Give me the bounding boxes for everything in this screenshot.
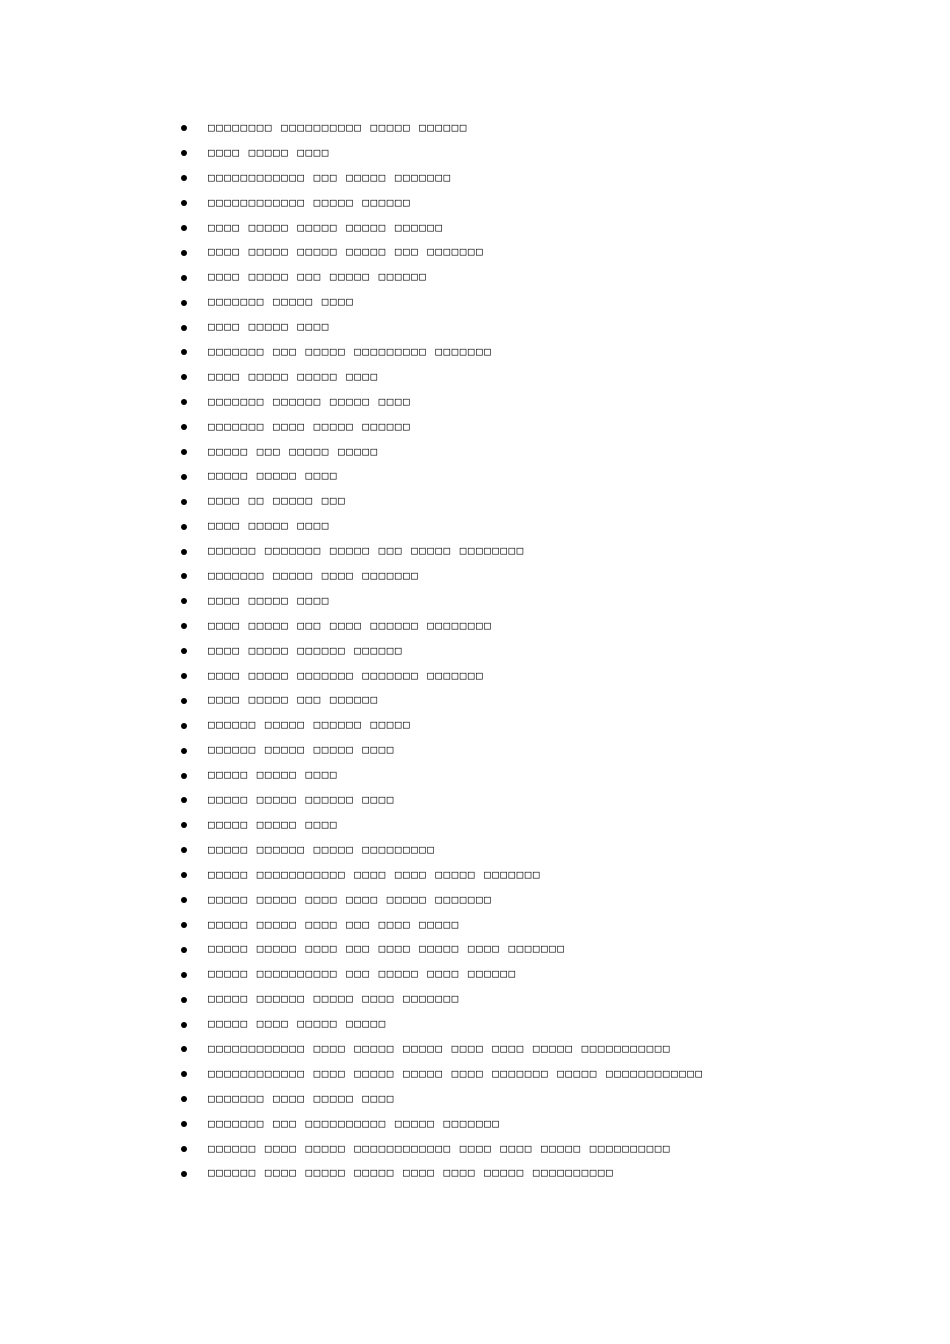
bullet-icon: [181, 573, 187, 579]
list-item: [176, 340, 896, 365]
bullet-icon: [181, 1022, 187, 1028]
list-item-text: □□□□□□ □□□□ □□□□□ □□□□□□□□□□□□ □□□□ □□□□ □□□□□ □□□□□□□□□□: [208, 1141, 671, 1155]
list-item-text: □□□□□□ □□□□□□□ □□□□□ □□□ □□□□□ □□□□□□□□: [208, 544, 525, 558]
bullet-icon: [181, 275, 187, 281]
bullet-icon: [181, 399, 187, 405]
list-item-text: □□□□□□□ □□□ □□□□□□□□□□ □□□□□ □□□□□□□: [208, 1116, 501, 1130]
list-item: [176, 514, 896, 539]
list-item: [176, 365, 896, 390]
bullet-icon: [181, 374, 187, 380]
list-item: [176, 888, 896, 913]
list-item-text: □□□□ □□□□□ □□□□: [208, 320, 330, 334]
bullet-icon: [181, 723, 187, 729]
list-item-text: □□□□□□□ □□□ □□□□□ □□□□□□□□□ □□□□□□□: [208, 345, 493, 359]
list-item: [176, 1137, 896, 1162]
bullet-icon: [181, 623, 187, 629]
bullet-icon: [181, 1171, 187, 1177]
list-item: [176, 141, 896, 166]
list-item-text: □□□□□ □□□□ □□□□□ □□□□□: [208, 1017, 387, 1031]
list-item-text: □□□□□□□ □□□□□ □□□□: [208, 295, 355, 309]
bullet-icon: [181, 424, 187, 430]
bullet-icon: [181, 797, 187, 803]
list-item: [176, 191, 896, 216]
list-item-text: □□□□□□ □□□□□ □□□□□□ □□□□□: [208, 718, 412, 732]
list-item: [176, 987, 896, 1012]
list-item-text: □□□□□□□ □□□□ □□□□□ □□□□□□: [208, 419, 412, 433]
list-item: [176, 614, 896, 639]
list-item-text: □□□□ □□□□□ □□□□□ □□□□□ □□□□□□: [208, 220, 444, 234]
bullet-icon: [181, 773, 187, 779]
bullet-icon: [181, 922, 187, 928]
list-item: [176, 440, 896, 465]
list-item-text: □□□□□ □□□□□ □□□□ □□□□ □□□□□ □□□□□□□: [208, 892, 493, 906]
list-item: [176, 166, 896, 191]
list-item: [176, 216, 896, 241]
bullet-icon: [181, 549, 187, 555]
bullet-icon: [181, 1046, 187, 1052]
list-item-text: □□□□ □□□□□ □□□□: [208, 593, 330, 607]
list-item-text: □□□□□ □□□ □□□□□ □□□□□: [208, 444, 379, 458]
bullet-icon: [181, 972, 187, 978]
list-item-text: □□□□ □□□□□ □□□□□□ □□□□□□: [208, 643, 403, 657]
list-item: [176, 1161, 896, 1186]
list-item: [176, 788, 896, 813]
list-item: [176, 240, 896, 265]
list-item: [176, 1112, 896, 1137]
bullet-icon: [181, 225, 187, 231]
bullet-icon: [181, 175, 187, 181]
list-item-text: □□□□□ □□□□□ □□□□ □□□ □□□□ □□□□□ □□□□ □□□□□□□: [208, 942, 566, 956]
list-item: [176, 1012, 896, 1037]
bullet-icon: [181, 673, 187, 679]
list-item-text: □□□□□ □□□□□ □□□□: [208, 817, 338, 831]
bullet-icon: [181, 847, 187, 853]
list-item: [176, 639, 896, 664]
list-item-text: □□□□ □□□□□ □□□□□ □□□□: [208, 369, 379, 383]
list-item: [176, 763, 896, 788]
bullet-icon: [181, 698, 187, 704]
bullet-icon: [181, 1121, 187, 1127]
bullet-icon: [181, 997, 187, 1003]
list-item: [176, 390, 896, 415]
list-item-text: □□□□ □□□□□ □□□ □□□□ □□□□□□ □□□□□□□□: [208, 618, 493, 632]
list-item: [176, 116, 896, 141]
list-item: [176, 489, 896, 514]
list-item: [176, 1062, 896, 1087]
bullet-icon: [181, 598, 187, 604]
list-item: [176, 813, 896, 838]
list-item-text: □□□□□□□□□□□□ □□□□□ □□□□□□: [208, 195, 412, 209]
list-item-text: □□□□ □□□□□ □□□ □□□□□□: [208, 693, 379, 707]
list-item: [176, 1087, 896, 1112]
bullet-icon: [181, 748, 187, 754]
bullet-icon: [181, 872, 187, 878]
list-item-text: □□□□□□□□□□□□ □□□□ □□□□□ □□□□□ □□□□ □□□□ □□□□□ □□□□□□□□□□□: [208, 1041, 671, 1055]
list-item-text: □□□□□□□□□□□□ □□□□ □□□□□ □□□□□ □□□□ □□□□□□□ □□□□□ □□□□□□□□□□□□: [208, 1066, 704, 1080]
list-item: [176, 863, 896, 888]
list-item-text: □□□□□ □□□□□ □□□□ □□□ □□□□ □□□□□: [208, 917, 460, 931]
list-item: [176, 913, 896, 938]
bullet-icon: [181, 1096, 187, 1102]
bullet-icon: [181, 897, 187, 903]
list-item-text: □□□□ □□ □□□□□ □□□: [208, 494, 347, 508]
list-item-text: □□□□ □□□□□ □□□□□ □□□□□ □□□ □□□□□□□: [208, 245, 485, 259]
bullet-icon: [181, 150, 187, 156]
list-item: [176, 738, 896, 763]
bullet-icon: [181, 499, 187, 505]
list-item-text: □□□□ □□□□□ □□□□: [208, 519, 330, 533]
list-item-text: □□□□ □□□□□ □□□ □□□□□ □□□□□□: [208, 270, 428, 284]
list-item-text: □□□□□ □□□□□ □□□□: [208, 768, 338, 782]
bullet-icon: [181, 200, 187, 206]
list-item-text: □□□□ □□□□□ □□□□□□□ □□□□□□□ □□□□□□□: [208, 668, 485, 682]
bullet-icon: [181, 474, 187, 480]
list-item: [176, 1037, 896, 1062]
list-item-text: □□□□□□ □□□□□ □□□□□ □□□□: [208, 743, 395, 757]
list-item: [176, 290, 896, 315]
list-item: [176, 415, 896, 440]
bullet-icon: [181, 648, 187, 654]
list-item-text: □□□□□□□□□□□□ □□□ □□□□□ □□□□□□□: [208, 170, 452, 184]
bullet-icon: [181, 325, 187, 331]
list-item: [176, 564, 896, 589]
bullet-icon: [181, 524, 187, 530]
bullet-icon: [181, 349, 187, 355]
list-item: [176, 838, 896, 863]
bullet-icon: [181, 1146, 187, 1152]
bullet-icon: [181, 449, 187, 455]
list-item-text: □□□□□ □□□□□□ □□□□□ □□□□□□□□□: [208, 842, 436, 856]
bullet-icon: [181, 250, 187, 256]
list-item: [176, 937, 896, 962]
list-item-text: □□□□ □□□□□ □□□□: [208, 145, 330, 159]
list-item-text: □□□□□□ □□□□ □□□□□ □□□□□ □□□□ □□□□ □□□□□ □□□□□□□□□□: [208, 1166, 615, 1180]
list-item-text: □□□□□ □□□□□□□□□□ □□□ □□□□□ □□□□ □□□□□□: [208, 967, 517, 981]
bullet-list: [176, 116, 896, 1186]
list-item-text: □□□□□ □□□□□□□□□□□ □□□□ □□□□ □□□□□ □□□□□□□: [208, 867, 542, 881]
list-item: [176, 713, 896, 738]
list-item-text: □□□□□ □□□□□ □□□□: [208, 469, 338, 483]
list-item: [176, 688, 896, 713]
list-item-text: □□□□□ □□□□□□ □□□□□ □□□□ □□□□□□□: [208, 992, 460, 1006]
list-item-text: □□□□□□□ □□□□ □□□□□ □□□□: [208, 1091, 395, 1105]
list-item: [176, 962, 896, 987]
list-item-text: □□□□□ □□□□□ □□□□□□ □□□□: [208, 793, 395, 807]
list-item-text: □□□□□□□□ □□□□□□□□□□ □□□□□ □□□□□□: [208, 121, 468, 134]
bullet-icon: [181, 1071, 187, 1077]
bullet-icon: [181, 125, 187, 131]
list-item-text: □□□□□□□ □□□□□ □□□□ □□□□□□□: [208, 569, 420, 583]
list-item: [176, 589, 896, 614]
bullet-icon: [181, 300, 187, 306]
list-item-text: □□□□□□□ □□□□□□ □□□□□ □□□□: [208, 394, 412, 408]
list-item: [176, 315, 896, 340]
bullet-icon: [181, 947, 187, 953]
bullet-icon: [181, 822, 187, 828]
list-item: [176, 664, 896, 689]
list-item: [176, 464, 896, 489]
list-item: [176, 539, 896, 564]
list-item: [176, 265, 896, 290]
